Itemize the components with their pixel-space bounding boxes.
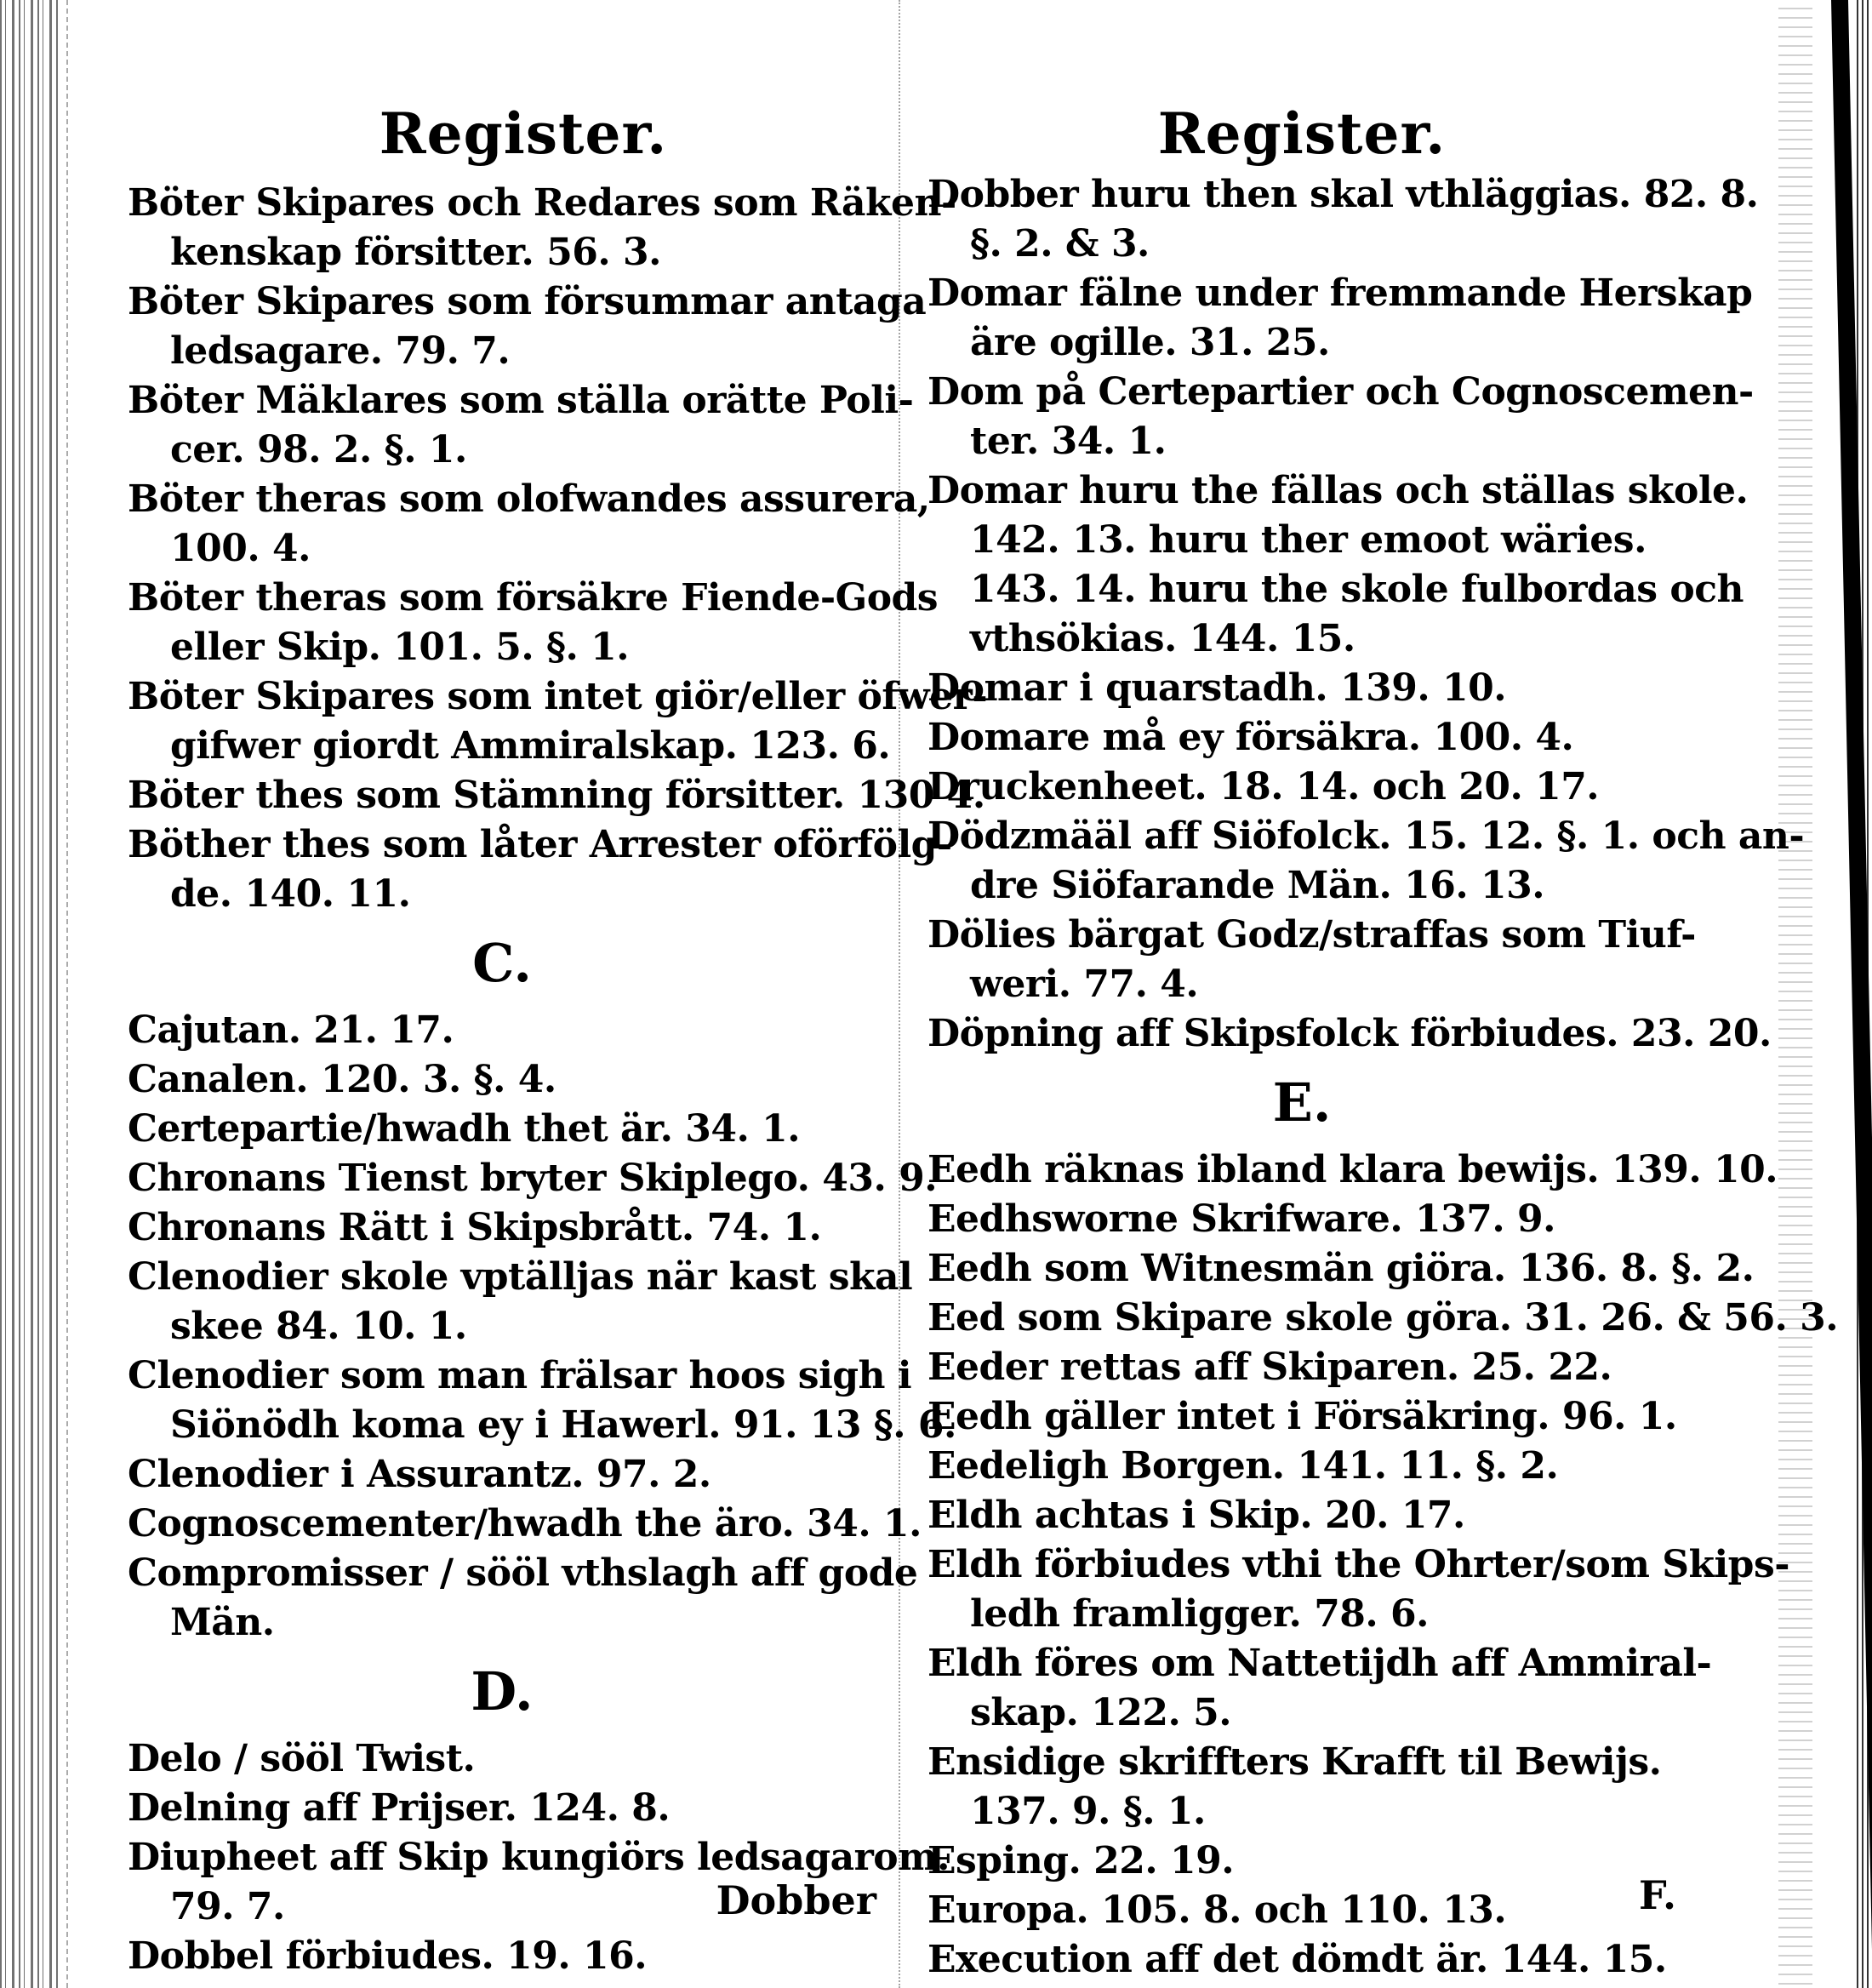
index-entry	[927, 664, 1676, 713]
entry-text: Eeder rettas aff Skiparen. 25. 22.	[927, 1345, 1612, 1389]
entry-continuation: vthsökias. 144. 15.	[970, 617, 1355, 660]
entry-continuation: de. 140. 11.	[170, 872, 411, 916]
entry-text: Eedh gäller intet i Försäkring. 96. 1.	[927, 1395, 1677, 1438]
entry-text: Dödzmääl aff Siöfolck. 15. 12. §. 1. och an-	[927, 814, 1805, 858]
entry-text: Eldh achtas i Skip. 20. 17.	[927, 1494, 1465, 1537]
index-entry	[927, 1009, 1772, 1059]
index-entry	[128, 1500, 922, 1549]
index-entry	[128, 179, 956, 277]
index-entry	[927, 1540, 1789, 1639]
entry-text: Europa. 105. 8. och 110. 13.	[927, 1888, 1507, 1932]
index-entry	[128, 475, 930, 574]
entry-text: Döpning aff Skipsfolck förbiudes. 23. 20.	[927, 1012, 1772, 1055]
entry-text: Delo / sööl Twist.	[128, 1737, 476, 1780]
entry-text: Eed som Skipare skole göra. 31. 26. & 56. 3.	[927, 1296, 1839, 1340]
section-letter: C.	[472, 932, 532, 994]
entry-text: Domar fälne under fremmande Herskap	[927, 271, 1753, 315]
index-entry	[927, 1195, 1676, 1244]
binding-speckle	[1778, 0, 1812, 1988]
index-entry	[927, 763, 1676, 812]
entry-text: Eedh räknas ibland klara bewijs. 139. 10.	[927, 1148, 1778, 1191]
entry-continuation: Siönödh koma ey i Hawerl. 91. 13 §. 6.	[170, 1403, 956, 1447]
entry-text: Böter thes som Stämning försitter. 130 4.	[128, 774, 985, 817]
index-entry	[927, 1886, 1676, 1935]
entry-text: Böter Mäklares som ställa orätte Poli-	[128, 379, 914, 422]
index-entry	[927, 269, 1753, 368]
book-binding-right	[1778, 0, 1872, 1988]
index-entry	[927, 466, 1749, 664]
entry-continuation: weri. 77. 4.	[970, 963, 1199, 1006]
entry-text: Domare må ey försäkra. 100. 4.	[927, 716, 1574, 759]
section-letter: D.	[471, 1660, 534, 1722]
index-entry	[128, 1351, 956, 1450]
index-entry	[128, 1055, 876, 1105]
entry-continuation: eller Skip. 101. 5. §. 1.	[170, 626, 630, 669]
index-entry	[927, 713, 1676, 763]
entry-text: Dom på Certepartier och Cognoscemen-	[927, 370, 1754, 414]
index-entry	[128, 574, 939, 672]
index-entry	[927, 1837, 1676, 1886]
index-entries	[927, 170, 1839, 1985]
entry-text: Delning aff Prijser. 124. 8.	[128, 1786, 671, 1830]
entry-text: Eedeligh Borgen. 141. 11. §. 2.	[927, 1444, 1559, 1488]
index-entry	[128, 376, 914, 475]
entry-text: Eedhsworne Skrifware. 137. 9.	[927, 1197, 1555, 1241]
entry-continuation: 142. 13. huru ther emoot wäries.	[970, 518, 1647, 562]
entry-text: Clenodier skole vptälljas när kast skal	[128, 1255, 913, 1299]
entry-continuation: 137. 9. §. 1.	[970, 1790, 1206, 1833]
index-entry	[927, 1442, 1676, 1491]
entry-continuation: 79. 7.	[170, 1885, 285, 1928]
entry-text: Böter theras som försäkre Fiende-Gods	[128, 576, 939, 620]
entry-text: Compromisser / sööl vthslagh aff gode	[128, 1551, 918, 1595]
index-entry	[927, 1244, 1755, 1294]
left-page	[128, 0, 988, 1988]
entry-continuation: kenskap försitter. 56. 3.	[170, 231, 661, 274]
index-entry	[128, 1549, 918, 1648]
entry-continuation: ledh framligger. 78. 6.	[970, 1592, 1429, 1636]
index-entry	[927, 1639, 1712, 1738]
index-entry	[128, 1450, 876, 1500]
entry-text: Diupheet aff Skip kungiörs ledsagarom.	[128, 1836, 950, 1879]
page-title: Register.	[1157, 100, 1447, 167]
index-entry	[128, 1784, 876, 1833]
entry-continuation: §. 2. & 3.	[970, 222, 1150, 266]
index-entry	[128, 820, 952, 919]
entry-text: Ensidige skriffters Krafft til Bewijs.	[927, 1740, 1662, 1784]
entry-text: Dobbel förbiudes. 19. 16.	[128, 1934, 648, 1978]
index-entry	[927, 1392, 1676, 1442]
entry-text: Cajutan. 21. 17.	[128, 1008, 454, 1052]
index-entry	[128, 277, 927, 376]
entry-continuation: dre Siöfarande Män. 16. 13.	[970, 864, 1545, 907]
entry-text: Eldh förbiudes vthi the Ohrter/som Skips-	[927, 1543, 1789, 1586]
entry-continuation: äre ogille. 31. 25.	[970, 321, 1330, 364]
entry-text: Clenodier som man frälsar hoos sigh i	[128, 1354, 912, 1397]
catchword: F.	[1638, 1872, 1676, 1918]
index-entry	[128, 1154, 938, 1203]
index-entry	[128, 1932, 876, 1981]
entry-continuation: skap. 122. 5.	[970, 1691, 1232, 1734]
entry-text: Böter theras som olofwandes assurera,	[128, 477, 930, 521]
entry-text: Cognoscementer/hwadh the äro. 34. 1.	[128, 1502, 922, 1545]
entry-text: Execution aff det dömdt är. 144. 15.	[927, 1938, 1667, 1981]
entry-continuation: cer. 98. 2. §. 1.	[170, 428, 467, 471]
index-entry	[927, 1145, 1778, 1195]
entry-text: Canalen. 120. 3. §. 4.	[128, 1058, 556, 1101]
entry-continuation: gifwer giordt Ammiralskap. 123. 6.	[170, 724, 891, 768]
catchword: Dobber	[716, 1877, 876, 1923]
index-entry	[128, 1253, 913, 1351]
entry-text: Domar i quarstadh. 139. 10.	[927, 666, 1507, 710]
binding-page-edges	[1857, 0, 1872, 1988]
entry-text: Dölies bärgat Godz/straffas som Tiuf-	[927, 913, 1696, 957]
scan-edge-noise-left	[0, 0, 61, 1988]
index-entry	[927, 170, 1759, 269]
index-entry	[128, 1006, 876, 1055]
entry-continuation: skee 84. 10. 1.	[170, 1305, 467, 1348]
entry-text: Böther thes som låter Arrester oförfölg-	[128, 823, 952, 866]
index-entry	[927, 1491, 1676, 1540]
right-page	[927, 0, 1839, 1988]
index-entry	[927, 1343, 1676, 1392]
entry-text: Clenodier i Assurantz. 97. 2.	[128, 1453, 711, 1496]
entry-text: Dobber huru then skal vthläggias. 82. 8.	[927, 173, 1759, 216]
entry-continuation: Män.	[170, 1601, 275, 1644]
index-entry	[927, 1738, 1676, 1837]
entry-text: Böter Skipares och Redares som Räken-	[128, 181, 956, 225]
index-entry	[128, 672, 988, 771]
entry-text: Certepartie/hwadh thet är. 34. 1.	[128, 1107, 801, 1151]
index-entries	[128, 179, 988, 1981]
entry-text: Eedh som Witnesmän giöra. 136. 8. §. 2.	[927, 1247, 1755, 1290]
entry-continuation: ledsagare. 79. 7.	[170, 329, 511, 373]
entry-text: Druckenheet. 18. 14. och 20. 17.	[927, 765, 1600, 808]
entry-text: Chronans Tienst bryter Skiplego. 43. 9.	[128, 1157, 938, 1200]
index-entry	[927, 368, 1754, 466]
entry-text: Eldh föres om Nattetijdh aff Ammiral-	[927, 1642, 1712, 1685]
entry-text: Böter Skipares som intet giör/eller öfwer-	[128, 675, 988, 718]
entry-continuation: 143. 14. huru the skole fulbordas och	[970, 568, 1744, 611]
section-letter: E.	[1272, 1071, 1332, 1134]
page-title: Register.	[379, 100, 668, 167]
index-entry	[927, 911, 1696, 1009]
entry-text: Domar huru the fällas och ställas skole.	[927, 469, 1749, 512]
entry-text: Böter Skipares som försummar antaga	[128, 280, 927, 323]
index-entry	[927, 1294, 1839, 1343]
entry-continuation: 100. 4.	[170, 527, 311, 570]
index-entry	[128, 1203, 876, 1253]
index-entry	[927, 1935, 1676, 1985]
entry-text: Chronans Rätt i Skipsbrått. 74. 1.	[128, 1206, 822, 1249]
entry-text: Esping. 22. 19.	[927, 1839, 1235, 1882]
index-entry	[128, 771, 985, 820]
index-entry	[128, 1734, 876, 1784]
entry-continuation: ter. 34. 1.	[970, 420, 1167, 463]
index-entry	[927, 812, 1805, 911]
index-entry	[128, 1105, 876, 1154]
